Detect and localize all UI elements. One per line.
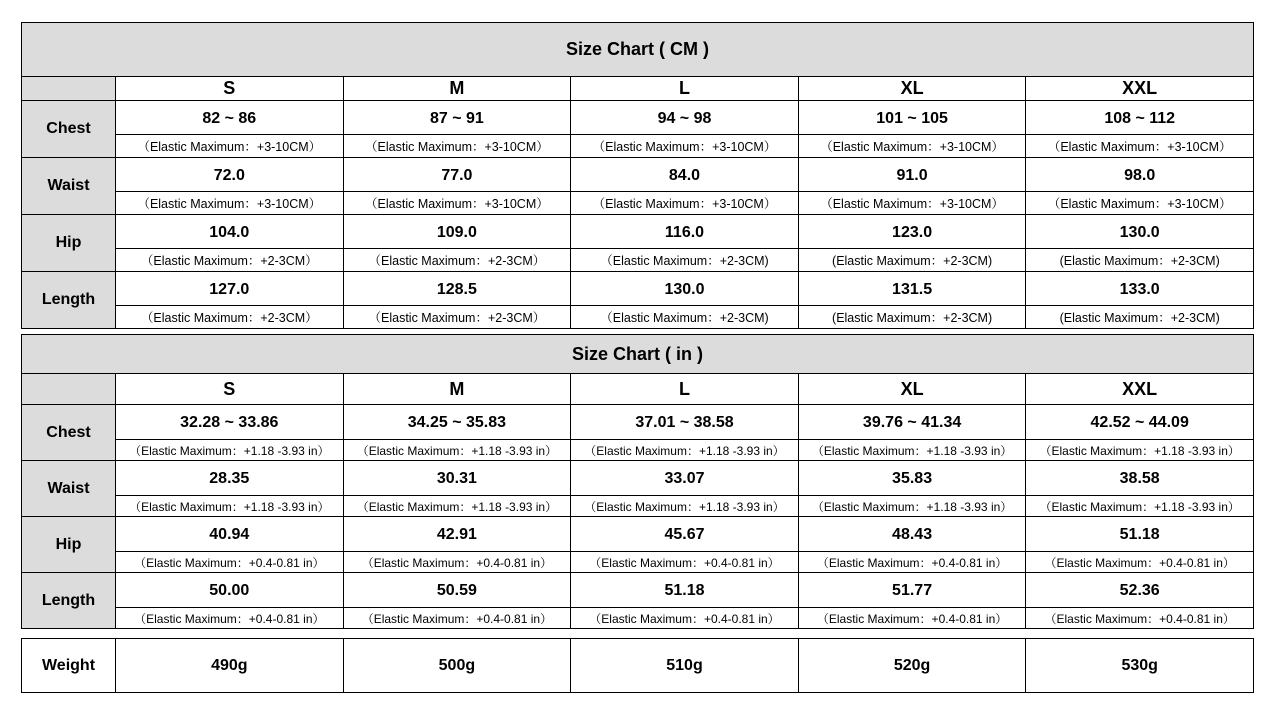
measurement-value: 82 ~ 86 — [116, 101, 343, 135]
weight-value-l: 510g — [571, 639, 799, 693]
measurement-value: 104.0 — [116, 215, 343, 249]
elastic-note: （Elastic Maximum：+0.4-0.81 in） — [1044, 611, 1235, 626]
in-measurement-cell — [1026, 517, 1254, 573]
in-measurement-cell — [571, 573, 799, 629]
cm-measurement-cell — [116, 101, 344, 158]
measurement-value: 35.83 — [799, 461, 1026, 496]
in-measurement-cell — [571, 405, 799, 461]
elastic-note: （Elastic Maximum：+2-3CM) — [600, 254, 769, 268]
in-size-header-s: S — [116, 374, 344, 405]
measurement-value: 34.25 ~ 35.83 — [344, 405, 571, 440]
cm-measurement-cell — [798, 215, 1026, 272]
elastic-note: （Elastic Maximum：+2-3CM） — [140, 311, 318, 325]
measurement-value: 127.0 — [116, 272, 343, 306]
measurement-value: 116.0 — [571, 215, 798, 249]
elastic-note: （Elastic Maximum：+0.4-0.81 in） — [1044, 555, 1235, 570]
cm-measurement-cell — [1026, 101, 1254, 158]
cm-row-label: Chest — [22, 101, 116, 158]
in-measurement-cell — [798, 461, 1026, 517]
in-measurement-cell — [798, 573, 1026, 629]
cm-measurement-cell — [116, 215, 344, 272]
elastic-note: （Elastic Maximum：+0.4-0.81 in） — [134, 555, 325, 570]
cm-measurement-cell — [1026, 158, 1254, 215]
measurement-value: 98.0 — [1026, 158, 1253, 192]
in-measurement-cell — [1026, 461, 1254, 517]
measurement-value: 72.0 — [116, 158, 343, 192]
weight-value-s: 490g — [116, 639, 344, 693]
table-row — [22, 517, 1254, 573]
cm-measurement-cell — [571, 101, 799, 158]
elastic-note: （Elastic Maximum：+1.18 -3.93 in） — [1039, 499, 1240, 514]
table-row — [22, 158, 1254, 215]
measurement-value: 87 ~ 91 — [344, 101, 571, 135]
elastic-note: （Elastic Maximum：+1.18 -3.93 in） — [584, 499, 785, 514]
in-table-title: Size Chart ( in ) — [22, 335, 1254, 374]
elastic-note: （Elastic Maximum：+3-10CM） — [1047, 197, 1232, 211]
in-corner-cell — [22, 374, 116, 405]
measurement-value: 51.77 — [799, 573, 1026, 608]
in-row-label: Length — [22, 573, 116, 629]
elastic-note: （Elastic Maximum：+3-10CM） — [592, 140, 777, 154]
measurement-value: 39.76 ~ 41.34 — [799, 405, 1026, 440]
cm-row-label: Length — [22, 272, 116, 329]
measurement-value: 42.91 — [344, 517, 571, 552]
cm-measurement-cell — [343, 215, 571, 272]
cm-row-label: Hip — [22, 215, 116, 272]
measurement-value: 84.0 — [571, 158, 798, 192]
in-measurement-cell — [1026, 573, 1254, 629]
elastic-note: （Elastic Maximum：+3-10CM） — [592, 197, 777, 211]
elastic-note: (Elastic Maximum：+2-3CM) — [832, 311, 993, 325]
in-size-header-l: L — [571, 374, 799, 405]
measurement-value: 130.0 — [1026, 215, 1253, 249]
measurement-value: 33.07 — [571, 461, 798, 496]
elastic-note: （Elastic Maximum：+0.4-0.81 in） — [589, 611, 780, 626]
elastic-note: （Elastic Maximum：+2-3CM） — [368, 254, 546, 268]
measurement-value: 52.36 — [1026, 573, 1253, 608]
cm-measurement-cell — [571, 158, 799, 215]
measurement-value: 128.5 — [344, 272, 571, 306]
measurement-value: 108 ~ 112 — [1026, 101, 1253, 135]
cm-size-header-xl: XL — [798, 77, 1026, 101]
cm-measurement-cell — [798, 101, 1026, 158]
cm-measurement-cell — [343, 158, 571, 215]
elastic-note: （Elastic Maximum：+1.18 -3.93 in） — [584, 443, 785, 458]
measurement-value: 37.01 ~ 38.58 — [571, 405, 798, 440]
table-row — [22, 405, 1254, 461]
measurement-value: 51.18 — [1026, 517, 1253, 552]
elastic-note: （Elastic Maximum：+1.18 -3.93 in） — [811, 443, 1013, 458]
measurement-value: 77.0 — [344, 158, 571, 192]
elastic-note: （Elastic Maximum：+0.4-0.81 in） — [361, 611, 553, 626]
measurement-value: 48.43 — [799, 517, 1026, 552]
elastic-note: （Elastic Maximum：+1.18 -3.93 in） — [129, 443, 330, 458]
size-chart-in-table — [21, 334, 1254, 629]
measurement-value: 130.0 — [571, 272, 798, 306]
in-measurement-cell — [343, 461, 571, 517]
measurement-value: 51.18 — [571, 573, 798, 608]
elastic-note: （Elastic Maximum：+1.18 -3.93 in） — [356, 443, 558, 458]
cm-measurement-cell — [343, 272, 571, 329]
in-measurement-cell — [343, 573, 571, 629]
measurement-value: 38.58 — [1026, 461, 1253, 496]
in-measurement-cell — [571, 517, 799, 573]
elastic-note: （Elastic Maximum：+1.18 -3.93 in） — [356, 499, 558, 514]
measurement-value: 50.59 — [344, 573, 571, 608]
in-measurement-cell — [116, 461, 344, 517]
elastic-note: （Elastic Maximum：+1.18 -3.93 in） — [811, 499, 1013, 514]
elastic-note: （Elastic Maximum：+0.4-0.81 in） — [361, 555, 553, 570]
measurement-value: 40.94 — [116, 517, 343, 552]
elastic-note: (Elastic Maximum：+2-3CM) — [1059, 254, 1220, 268]
measurement-value: 131.5 — [799, 272, 1026, 306]
elastic-note: （Elastic Maximum：+1.18 -3.93 in） — [1039, 443, 1240, 458]
size-chart-cm-table — [21, 22, 1254, 329]
measurement-value: 123.0 — [799, 215, 1026, 249]
in-measurement-cell — [571, 461, 799, 517]
in-measurement-cell — [116, 405, 344, 461]
cm-measurement-cell — [1026, 272, 1254, 329]
table-row — [22, 101, 1254, 158]
in-measurement-cell — [343, 405, 571, 461]
weight-value-m: 500g — [343, 639, 571, 693]
in-row-label: Waist — [22, 461, 116, 517]
elastic-note: （Elastic Maximum：+2-3CM） — [368, 311, 546, 325]
in-measurement-cell — [1026, 405, 1254, 461]
in-size-header-xl: XL — [798, 374, 1026, 405]
in-measurement-cell — [798, 517, 1026, 573]
in-measurement-cell — [116, 517, 344, 573]
cm-measurement-cell — [116, 158, 344, 215]
in-size-header-xxl: XXL — [1026, 374, 1254, 405]
cm-size-header-s: S — [116, 77, 344, 101]
cm-measurement-cell — [116, 272, 344, 329]
elastic-note: （Elastic Maximum：+0.4-0.81 in） — [816, 555, 1008, 570]
cm-measurement-cell — [343, 101, 571, 158]
weight-value-xl: 520g — [798, 639, 1026, 693]
elastic-note: （Elastic Maximum：+3-10CM） — [1047, 140, 1232, 154]
cm-measurement-cell — [798, 272, 1026, 329]
elastic-note: （Elastic Maximum：+3-10CM） — [137, 140, 322, 154]
measurement-value: 101 ~ 105 — [799, 101, 1026, 135]
measurement-value: 109.0 — [344, 215, 571, 249]
weight-table — [21, 638, 1254, 693]
weight-row — [22, 639, 1254, 693]
cm-size-header-m: M — [343, 77, 571, 101]
cm-measurement-cell — [798, 158, 1026, 215]
elastic-note: （Elastic Maximum：+0.4-0.81 in） — [134, 611, 325, 626]
elastic-note: (Elastic Maximum：+2-3CM) — [1059, 311, 1220, 325]
in-row-label: Hip — [22, 517, 116, 573]
in-measurement-cell — [343, 517, 571, 573]
measurement-value: 133.0 — [1026, 272, 1253, 306]
measurement-value: 32.28 ~ 33.86 — [116, 405, 343, 440]
cm-measurement-cell — [571, 215, 799, 272]
elastic-note: （Elastic Maximum：+3-10CM） — [365, 140, 549, 154]
cm-table-body — [22, 101, 1254, 329]
elastic-note: （Elastic Maximum：+3-10CM） — [820, 197, 1004, 211]
cm-measurement-cell — [1026, 215, 1254, 272]
measurement-value: 91.0 — [799, 158, 1026, 192]
in-measurement-cell — [116, 573, 344, 629]
elastic-note: （Elastic Maximum：+0.4-0.81 in） — [589, 555, 780, 570]
elastic-note: （Elastic Maximum：+3-10CM） — [820, 140, 1004, 154]
elastic-note: （Elastic Maximum：+2-3CM) — [600, 311, 769, 325]
cm-row-label: Waist — [22, 158, 116, 215]
cm-table-title: Size Chart ( CM ) — [22, 23, 1254, 77]
table-row — [22, 573, 1254, 629]
cm-size-header-xxl: XXL — [1026, 77, 1254, 101]
weight-value-xxl: 530g — [1026, 639, 1254, 693]
elastic-note: （Elastic Maximum：+1.18 -3.93 in） — [129, 499, 330, 514]
measurement-value: 30.31 — [344, 461, 571, 496]
cm-corner-cell — [22, 77, 116, 101]
in-size-header-m: M — [343, 374, 571, 405]
cm-measurement-cell — [571, 272, 799, 329]
measurement-value: 42.52 ~ 44.09 — [1026, 405, 1253, 440]
in-measurement-cell — [798, 405, 1026, 461]
table-row — [22, 272, 1254, 329]
elastic-note: (Elastic Maximum：+2-3CM) — [832, 254, 993, 268]
table-row — [22, 461, 1254, 517]
elastic-note: （Elastic Maximum：+0.4-0.81 in） — [816, 611, 1008, 626]
in-table-body — [22, 405, 1254, 629]
measurement-value: 94 ~ 98 — [571, 101, 798, 135]
measurement-value: 28.35 — [116, 461, 343, 496]
measurement-value: 50.00 — [116, 573, 343, 608]
measurement-value: 45.67 — [571, 517, 798, 552]
elastic-note: （Elastic Maximum：+3-10CM） — [365, 197, 549, 211]
in-row-label: Chest — [22, 405, 116, 461]
cm-size-header-l: L — [571, 77, 799, 101]
elastic-note: （Elastic Maximum：+3-10CM） — [137, 197, 322, 211]
elastic-note: （Elastic Maximum：+2-3CM） — [140, 254, 318, 268]
weight-label: Weight — [22, 639, 116, 693]
table-row — [22, 215, 1254, 272]
